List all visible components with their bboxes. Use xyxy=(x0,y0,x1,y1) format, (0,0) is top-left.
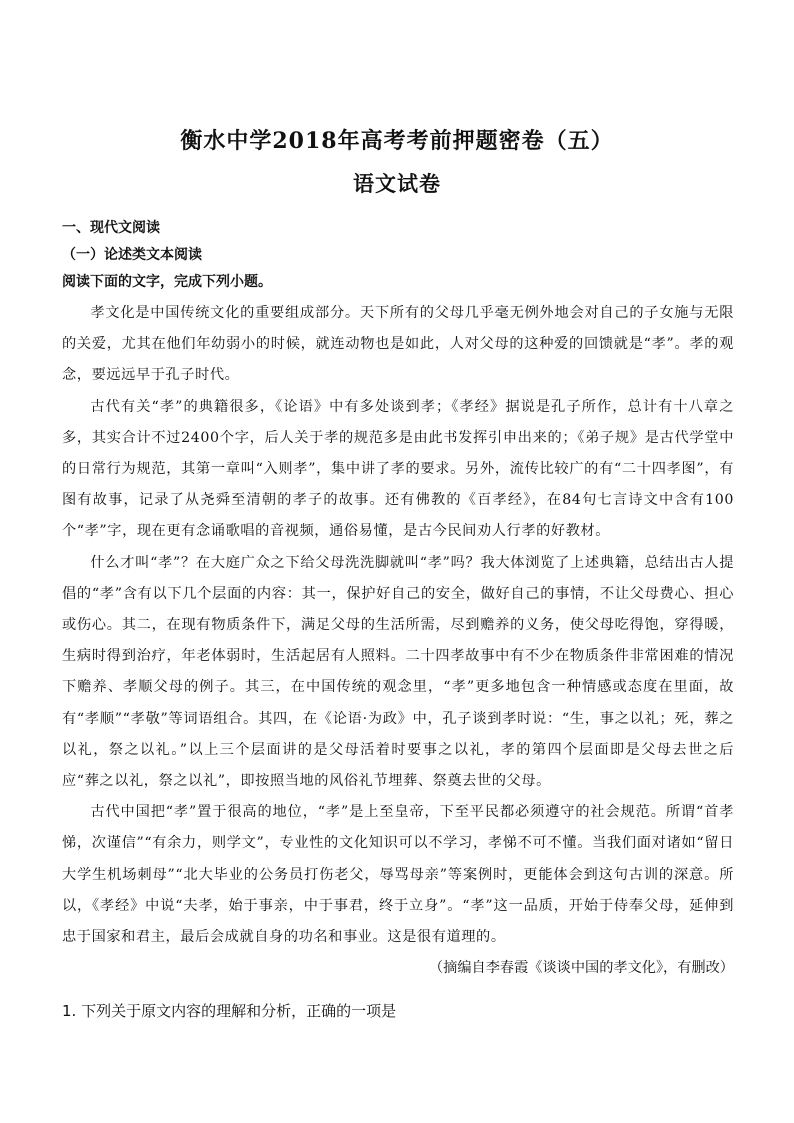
section-heading-modern-reading: 一、现代文阅读 xyxy=(62,220,160,236)
article-source: （摘编自李春霞《谈谈中国的孝文化》，有删改） xyxy=(428,960,734,977)
page-subtitle: 语文试卷 xyxy=(353,171,441,196)
page-title: 衡水中学2018年高考考前押题密卷（五） xyxy=(180,128,614,154)
article-body xyxy=(62,298,734,984)
article-paragraph: 孝文化是中国传统文化的重要组成部分。天下所有的父母几乎毫无例外地会对自己的子女施与无限的关爱，尤其在他们年幼弱小的时候，就连动物也是如此，人对父母的这种爱的回馈就是“孝”。孝的观念，要远远早于孔子时代。 xyxy=(62,305,734,384)
article-paragraph: 古代中国把“孝”置于很高的地位，“孝”是上至皇帝，下至平民都必须遵守的社会规范。所谓“首孝悌，次谨信”“有余力，则学文”，专业性的文化知识可以不学习，孝悌不可不懂。当我们面对诸如“留日大学生机场刺母”“北大毕业的公务员打伤老父，辱骂母亲”等案例时，更能体会到这句古训的深意。所以，《孝经》中说“夫孝，始于事亲，中于事君，终于立身”。“孝”这一品质，开始于侍奉父母，延伸到忠于国家和君主，最后会成就自身的功名和事业。这是很有道理的。 xyxy=(62,804,734,946)
question-1: 1. 下列关于原文内容的理解和分析，正确的一项是 xyxy=(62,1002,397,1020)
article-paragraph: 什么才叫“孝”？在大庭广众之下给父母洗洗脚就叫“孝”吗？我大体浏览了上述典籍，总结出古人提倡的“孝”含有以下几个层面的内容：其一，保护好自己的安全，做好自己的事情，不让父母费心、担心或伤心。其二，在现有物质条件下，满足父母的生活所需，尽到赡养的义务，使父母吃得饱，穿得暖，生病时得到治疗，年老体弱时，生活起居有人照料。二十四孝故事中有不少在物质条件非常困难的情况下赡养、孝顺父母的例子。其三，在中国传统的观念里，“孝”更多地包含一种情感或态度在里面，故有“孝顺”“孝敬”等词语组合。其四，在《论语·为政》中，孔子谈到孝时说：“生，事之以礼；死，葬之以礼，祭之以礼。”以上三个层面讲的是父母活着时要事之以礼，孝的第四个层面即是父母去世之后应“葬之以礼，祭之以礼”，即按照当地的风俗礼节埋葬、祭奠去世的父母。 xyxy=(62,554,734,790)
reading-instruction: 阅读下面的文字，完成下列小题。 xyxy=(62,274,272,290)
article-paragraph: 古代有关“孝”的典籍很多，《论语》中有多处谈到孝；《孝经》据说是孔子所作，总计有十八章之多，其实合计不过2400个字，后人关于孝的规范多是由此书发挥引申出来的；《弟子规》是古代学堂中的日常行为规范，其第一章叫“入则孝”，集中讲了孝的要求。另外，流传比较广的有“二十四孝图”，有图有故事，记录了从尧舜至清朝的孝子的故事。还有佛教的《百孝经》，在84句七言诗文中含有100个“孝”字，现在更有念诵歌唱的音视频，通俗易懂，是古今民间劝人行孝的好教材。 xyxy=(62,398,734,540)
section-heading-argumentative: （一）论述类文本阅读 xyxy=(62,247,202,263)
